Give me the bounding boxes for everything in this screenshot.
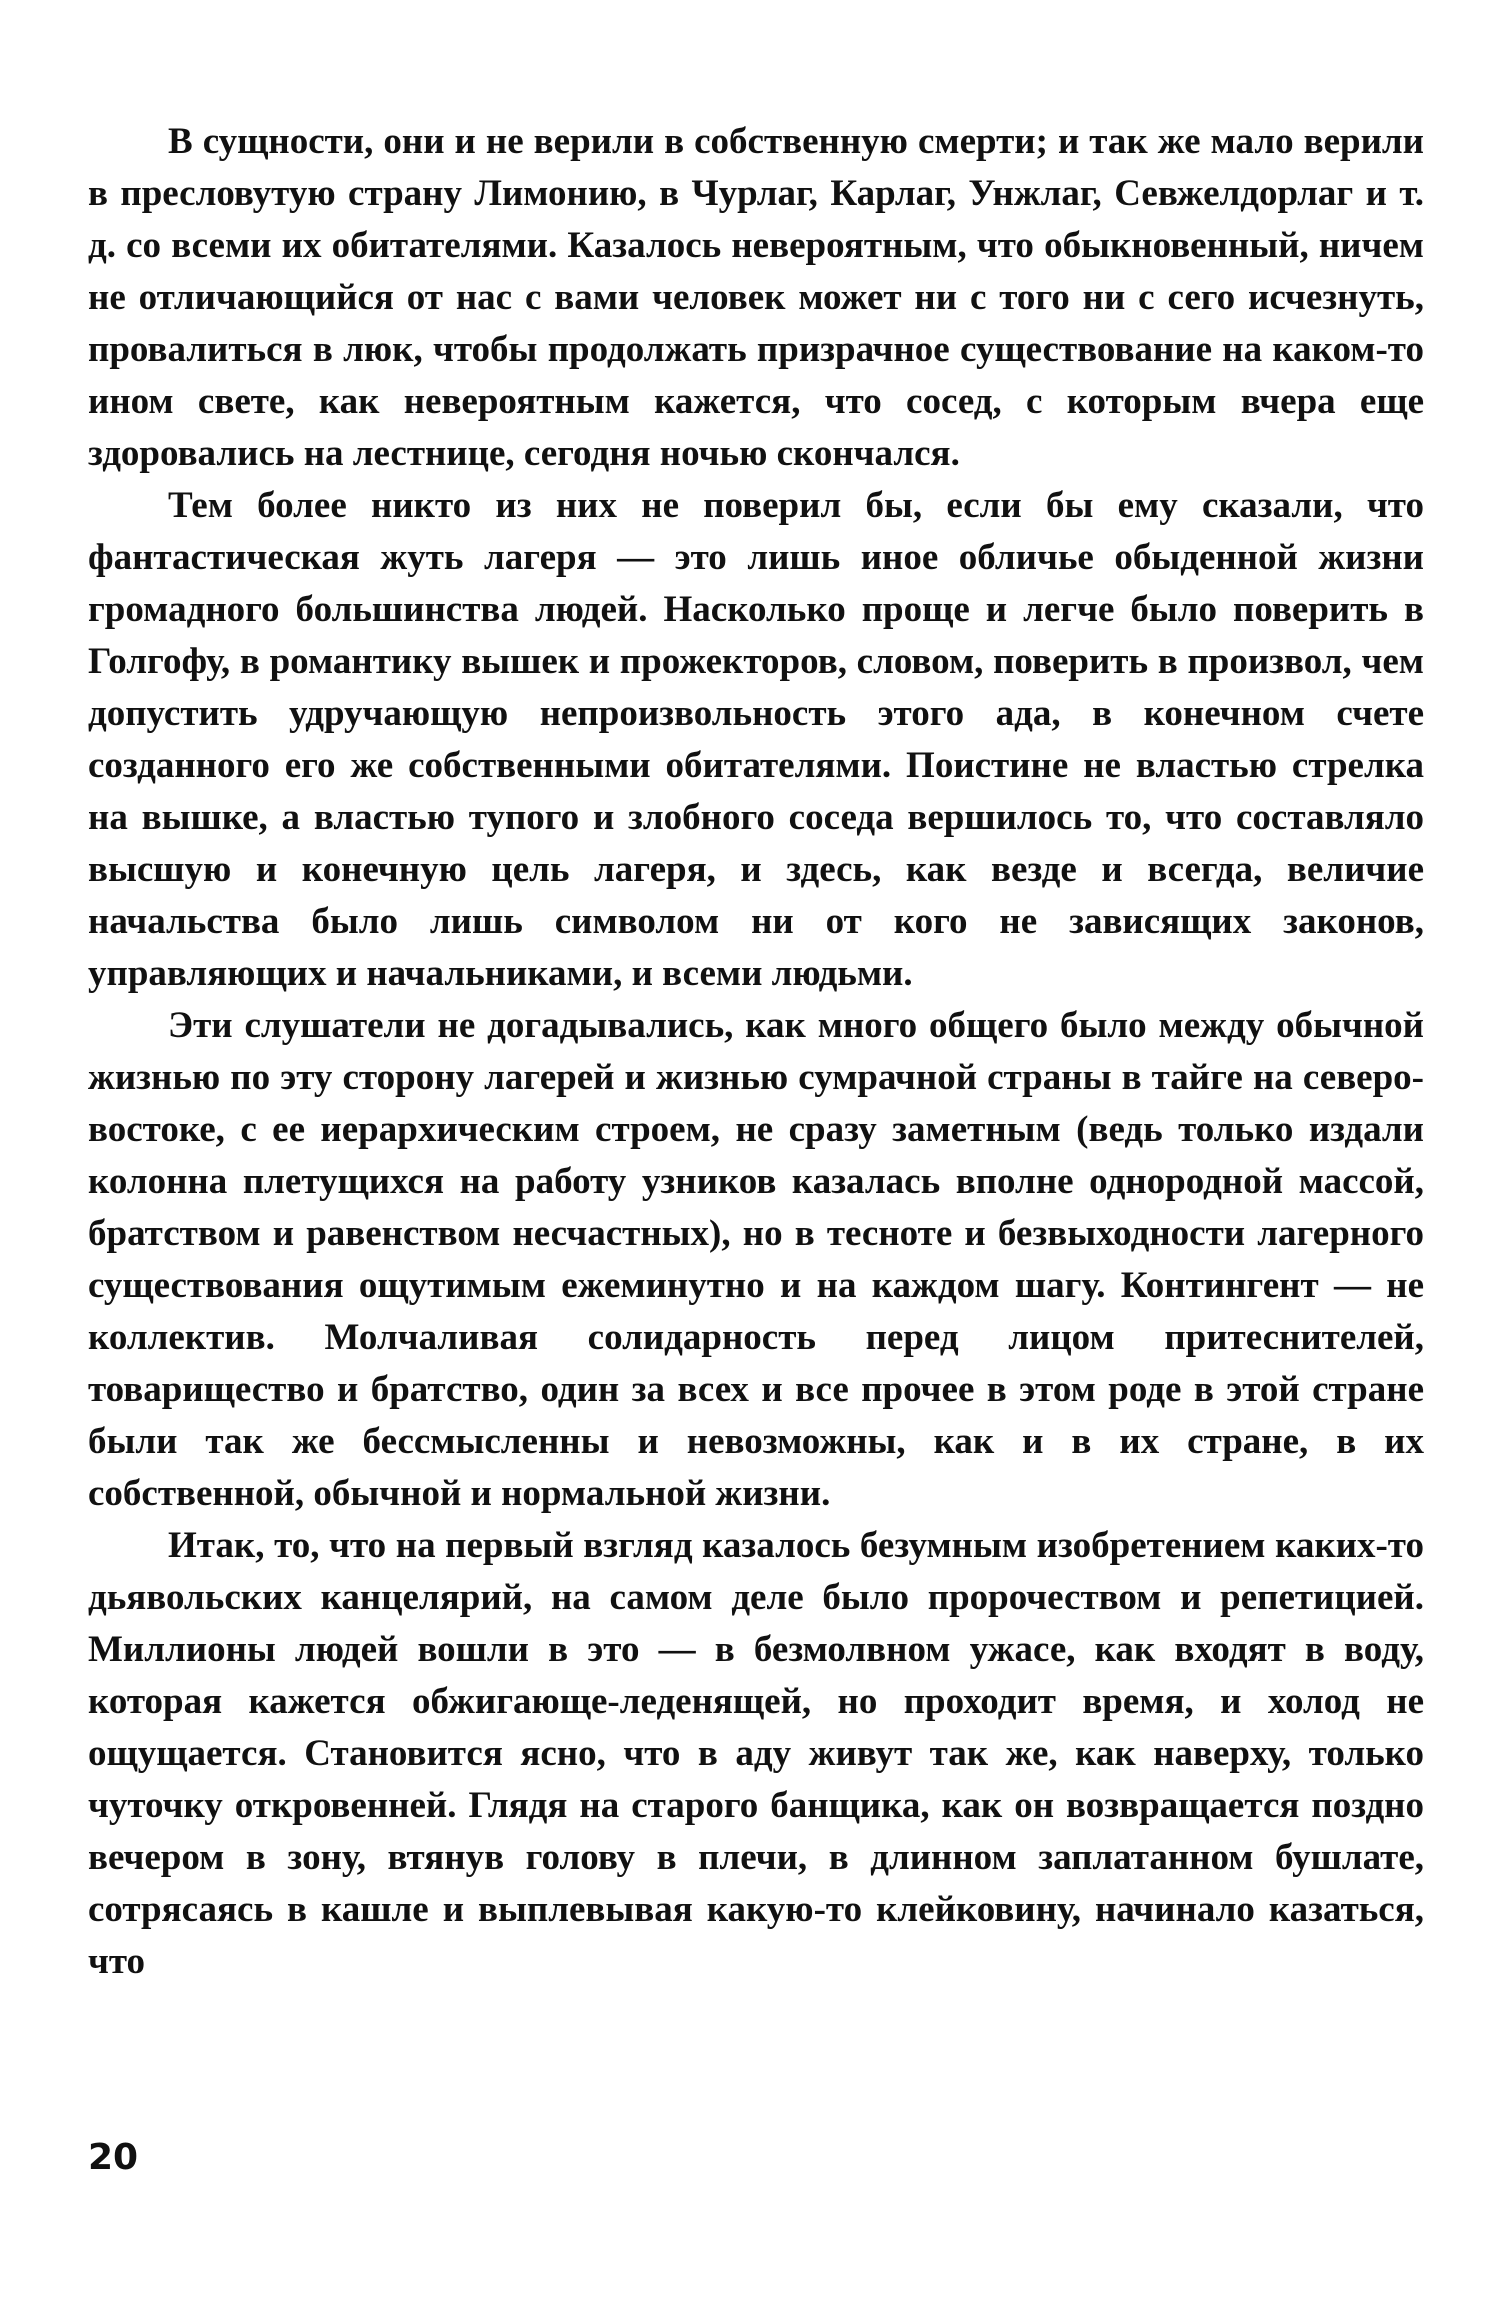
paragraph-2: Тем более никто из них не поверил бы, если бы ему сказали, что фантастическая жуть лагеря — это лишь иное обличье обыденной жизни громадного большинства людей. Насколько проще и легче было поверить в Голгофу, в романтику вышек и прожекторов, словом, поверить в произвол, чем допустить удручающую непроизвольность этого ада, в конечном счете созданного его же собственными обитателями. Поистине не властью стрелка на вышке, а властью тупого и злобного соседа вершилось то, что составляло высшую и конечную цель лагеря, и здесь, как везде и всегда, величие начальства было лишь символом ни от кого не зависящих законов, управляющих и начальниками, и всеми людьми.	[88, 485, 1424, 994]
paragraph-3: Эти слушатели не догадывались, как много общего было между обычной жизнью по эту сторону лагерей и жизнью сумрачной страны в тайге на северо-востоке, с ее иерархическим строем, не сразу заметным (ведь только издали колонна плетущихся на работу узников казалась вполне однородной массой, братством и равенством несчастных), но в тесноте и безвыходности лагерного существования ощутимым ежеминутно и на каждом шагу. Контингент — не коллектив. Молчаливая солидарность перед лицом притеснителей, товарищество и братство, один за всех и все прочее в этом роде в этой стране были так же бессмысленны и невозможны, как и в их стране, в их собственной, обычной и нормальной жизни.	[88, 1005, 1424, 1514]
paragraph-1: В сущности, они и не верили в собственную смерти; и так же мало верили в пресловутую страну Лимонию, в Чурлаг, Карлаг, Унжлаг, Севжелдорлаг и т. д. со всеми их обитателями. Казалось невероятным, что обыкновенный, ничем не отличающийся от нас с вами человек может ни с того ни с сего исчезнуть, провалиться в люк, чтобы продолжать призрачное существование на каком-то ином свете, как невероятным кажется, что сосед, с которым вчера еще здоровались на лестнице, сегодня ночью скончался.	[88, 121, 1424, 474]
page-body	[88, 116, 1424, 1988]
paragraph-4: Итак, то, что на первый взгляд казалось безумным изобретением каких-то дьявольских канцелярий, на самом деле было пророчеством и репетицией. Миллионы людей вошли в это — в безмолвном ужасе, как входят в воду, которая кажется обжигающе-леденящей, но проходит время, и холод не ощущается. Становится ясно, что в аду живут так же, как наверху, только чуточку откровенней. Глядя на старого банщика, как он возвращается поздно вечером в зону, втянув голову в плечи, в длинном заплатанном бушлате, сотрясаясь в кашле и выплевывая какую-то клейковину, начинало казаться, что	[88, 1525, 1424, 1982]
page-number: 20	[88, 2137, 139, 2178]
